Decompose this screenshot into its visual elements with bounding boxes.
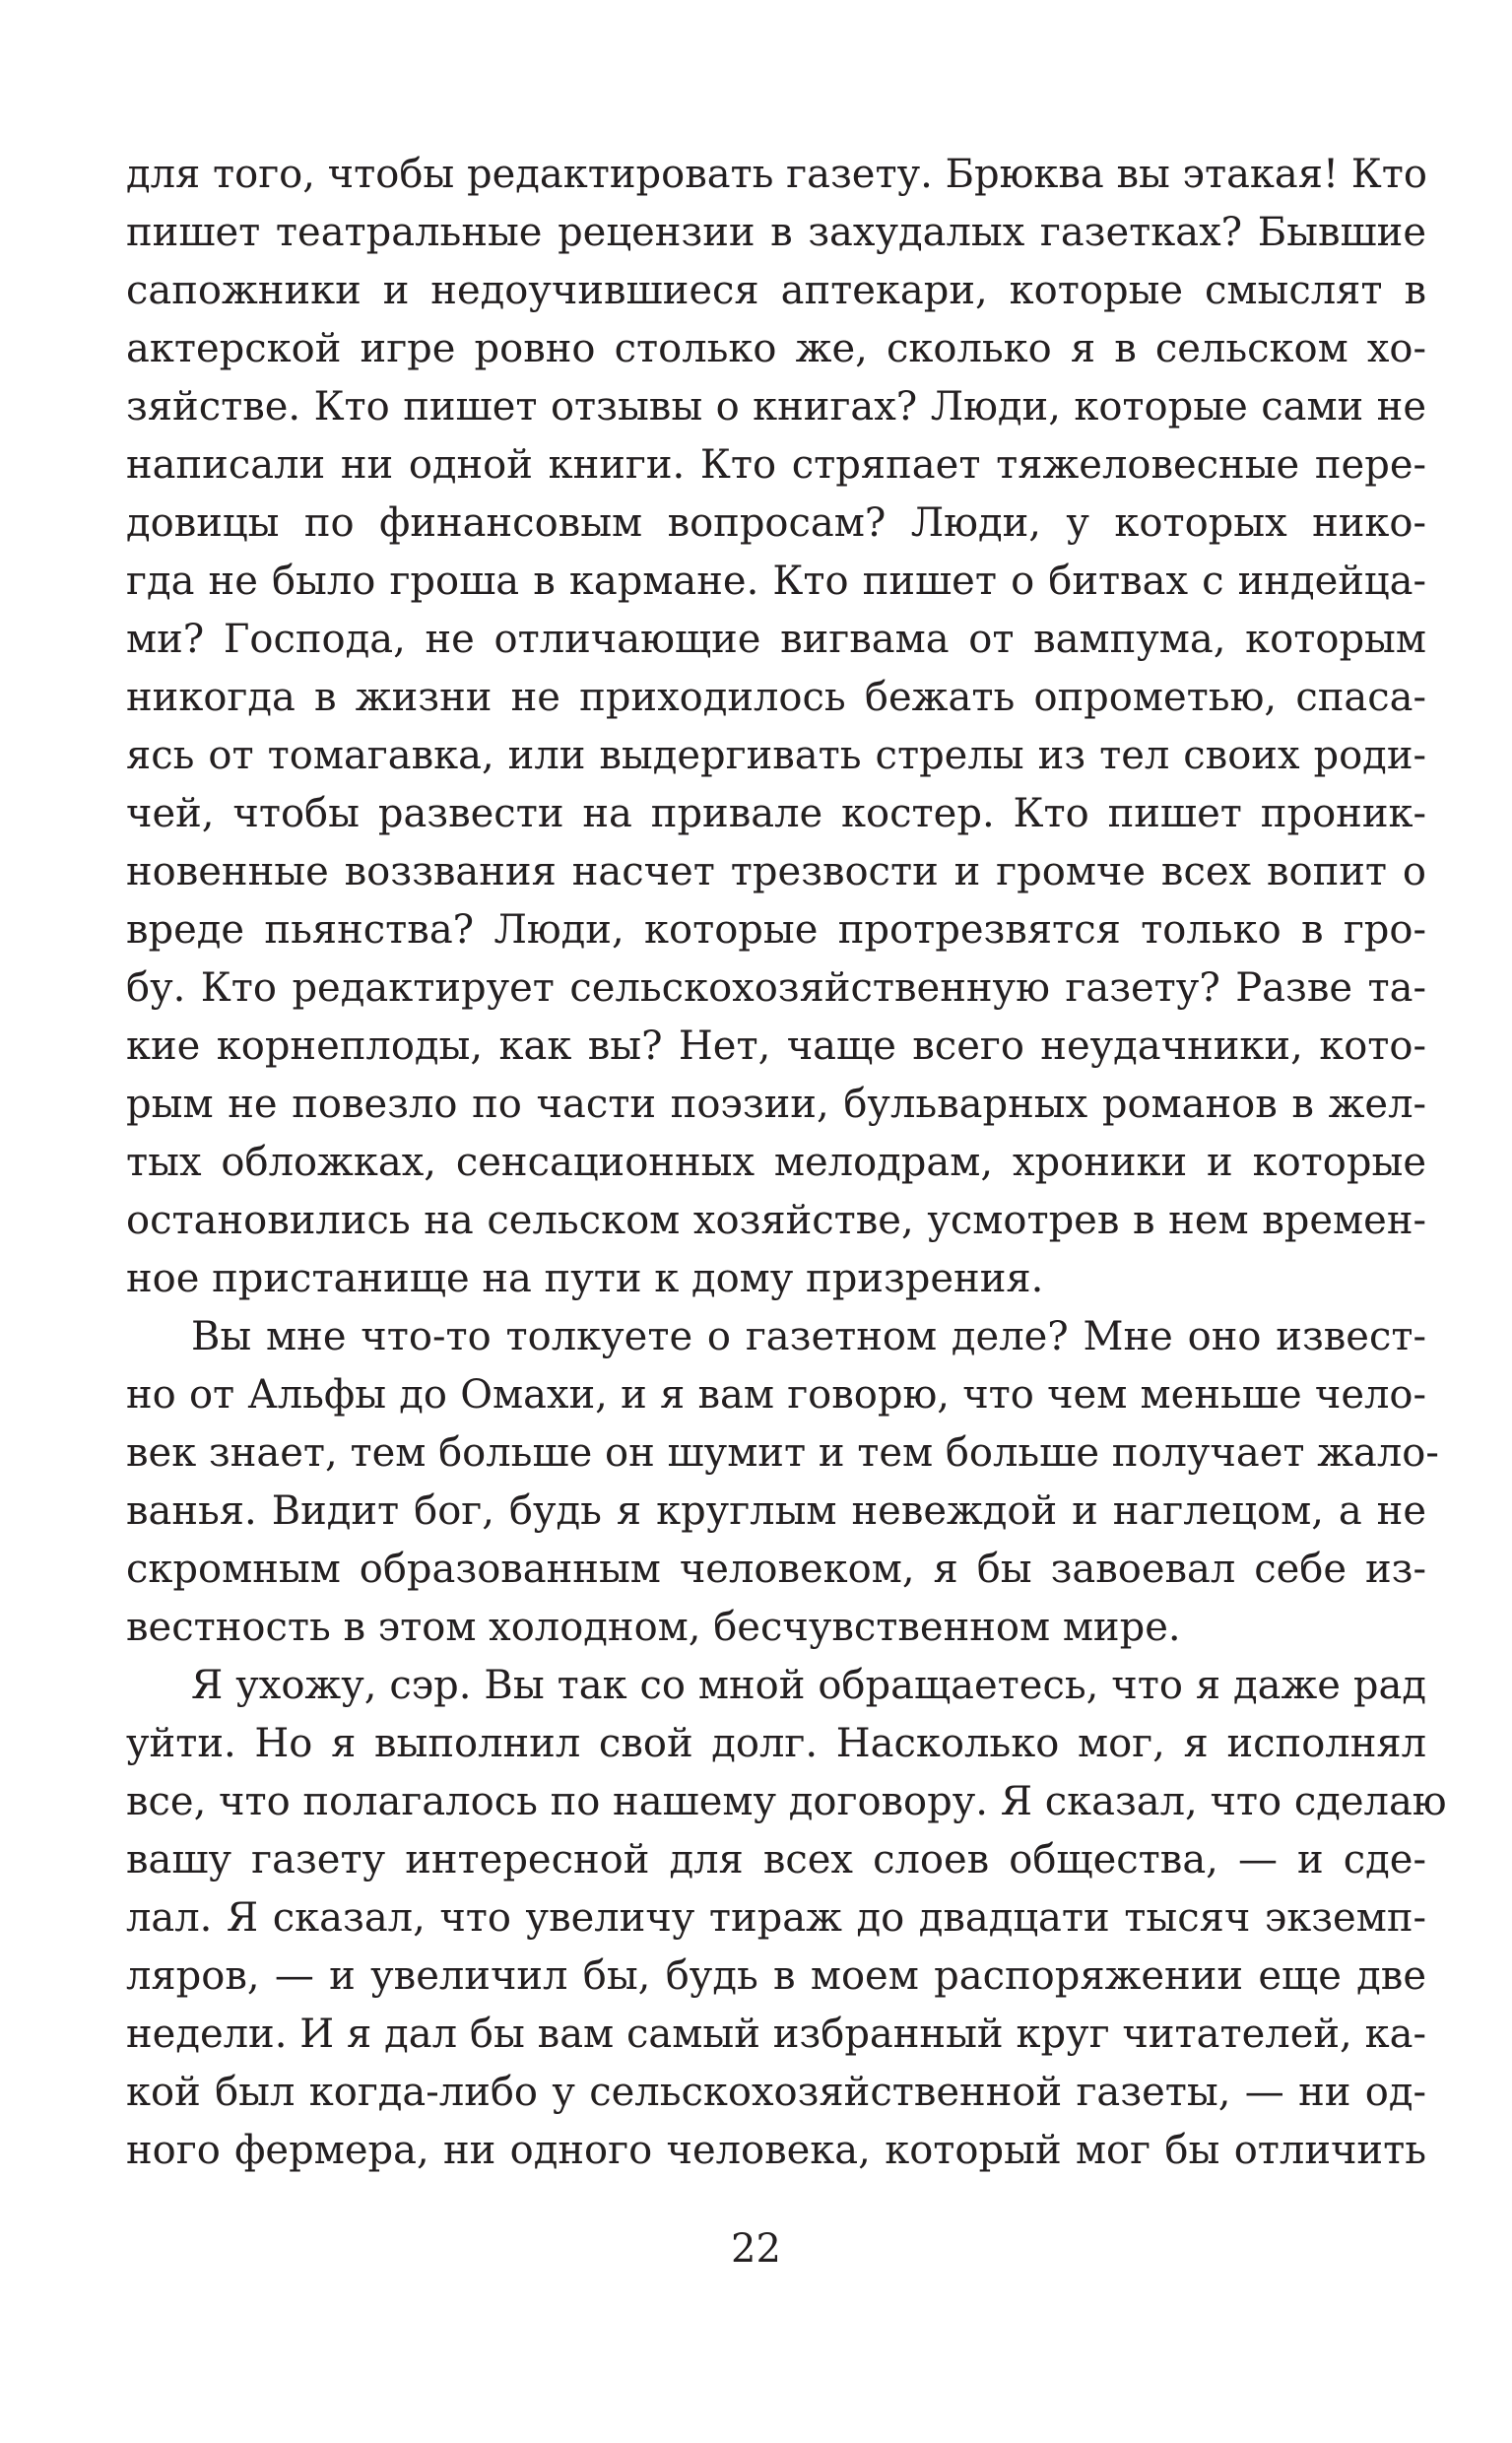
text-line: сапожники и недоучившиеся аптекари, которые смыслят в [126,268,1426,313]
text-line: остановились на сельском хозяйстве, усмотрев в нем времен- [126,1198,1426,1243]
text-line: ного фермера, ни одного человека, который мог бы отличить [126,2128,1426,2173]
text-line: ляров, — и увеличил бы, будь в моем распоряжении еще две [126,1953,1426,1999]
text-line: никогда в жизни не приходилось бежать опрометью, спаса- [126,675,1426,720]
text-line: век знает, тем больше он шумит и тем больше получает жало- [126,1430,1439,1476]
text-line: скромным образованным человеком, я бы завоевал себе из- [126,1547,1426,1592]
text-line: вестность в этом холодном, бесчувственном мире. [126,1605,1181,1650]
text-line: лал. Я сказал, что увеличу тираж до двадцати тысяч экземп- [126,1895,1426,1941]
paragraph-2 [126,1308,1439,1657]
page-body [126,146,1447,2180]
text-line: рым не повезло по части поэзии, бульварных романов в жел- [126,1082,1426,1127]
text-line: но от Альфы до Омахи, и я вам говорю, что чем меньше чело- [126,1372,1426,1418]
text-line: ми? Господа, не отличающие вигвама от вампума, которым [126,617,1426,662]
text-line: все, что полагалось по нашему договору. Я сказал, что сделаю [126,1779,1447,1824]
text-line: Я ухожу, сэр. Вы так со мной обращаетесь, что я даже рад [191,1663,1426,1708]
text-line: уйти. Но я выполнил свой долг. Насколько мог, я исполнял [126,1721,1426,1766]
text-line: ванья. Видит бог, будь я круглым невеждой и наглецом, а не [126,1488,1426,1534]
page-number: 22 [731,2226,781,2272]
text-line: ясь от томагавка, или выдергивать стрелы из тел своих роди- [126,733,1426,778]
text-line: чей, чтобы развести на привале костер. Кто пишет проник- [126,791,1426,836]
text-line: бу. Кто редактирует сельскохозяйственную газету? Разве та- [126,965,1426,1011]
text-line: зяйстве. Кто пишет отзывы о книгах? Люди, которые сами не [126,384,1426,429]
text-line: недели. И я дал бы вам самый избранный круг читателей, ка- [126,2012,1426,2057]
text-line: написали ни одной книги. Кто стряпает тяжеловесные пере- [126,442,1426,488]
text-line: пишет театральные рецензии в захудалых газетках? Бывшие [126,210,1426,255]
text-line: Вы мне что-то толкуете о газетном деле? Мне оно извест- [191,1314,1426,1359]
text-line: актерской игре ровно столько же, сколько я в сельском хо- [126,326,1426,371]
text-line: новенные воззвания насчет трезвости и громче всех вопит о [126,849,1426,894]
text-line: кие корнеплоды, как вы? Нет, чаще всего неудачники, кото- [126,1023,1426,1069]
text-line: для того, чтобы редактировать газету. Брюква вы этакая! Кто [126,152,1427,197]
text-line: довицы по финансовым вопросам? Люди, у которых нико- [126,500,1426,546]
text-line: тых обложках, сенсационных мелодрам, хроники и которые [126,1140,1426,1185]
text-line: гда не было гроша в кармане. Кто пишет о битвах с индейца- [126,559,1426,604]
text-line: ное пристанище на пути к дому призрения. [126,1256,1044,1301]
paragraph-3 [126,1657,1447,2180]
text-line: вреде пьянства? Люди, которые протрезвятся только в гро- [126,907,1426,953]
paragraph-1 [126,146,1426,1308]
text-line: кой был когда-либо у сельскохозяйственной газеты, — ни од- [126,2070,1426,2115]
text-line: вашу газету интересной для всех слоев общества, — и сде- [126,1837,1426,1882]
